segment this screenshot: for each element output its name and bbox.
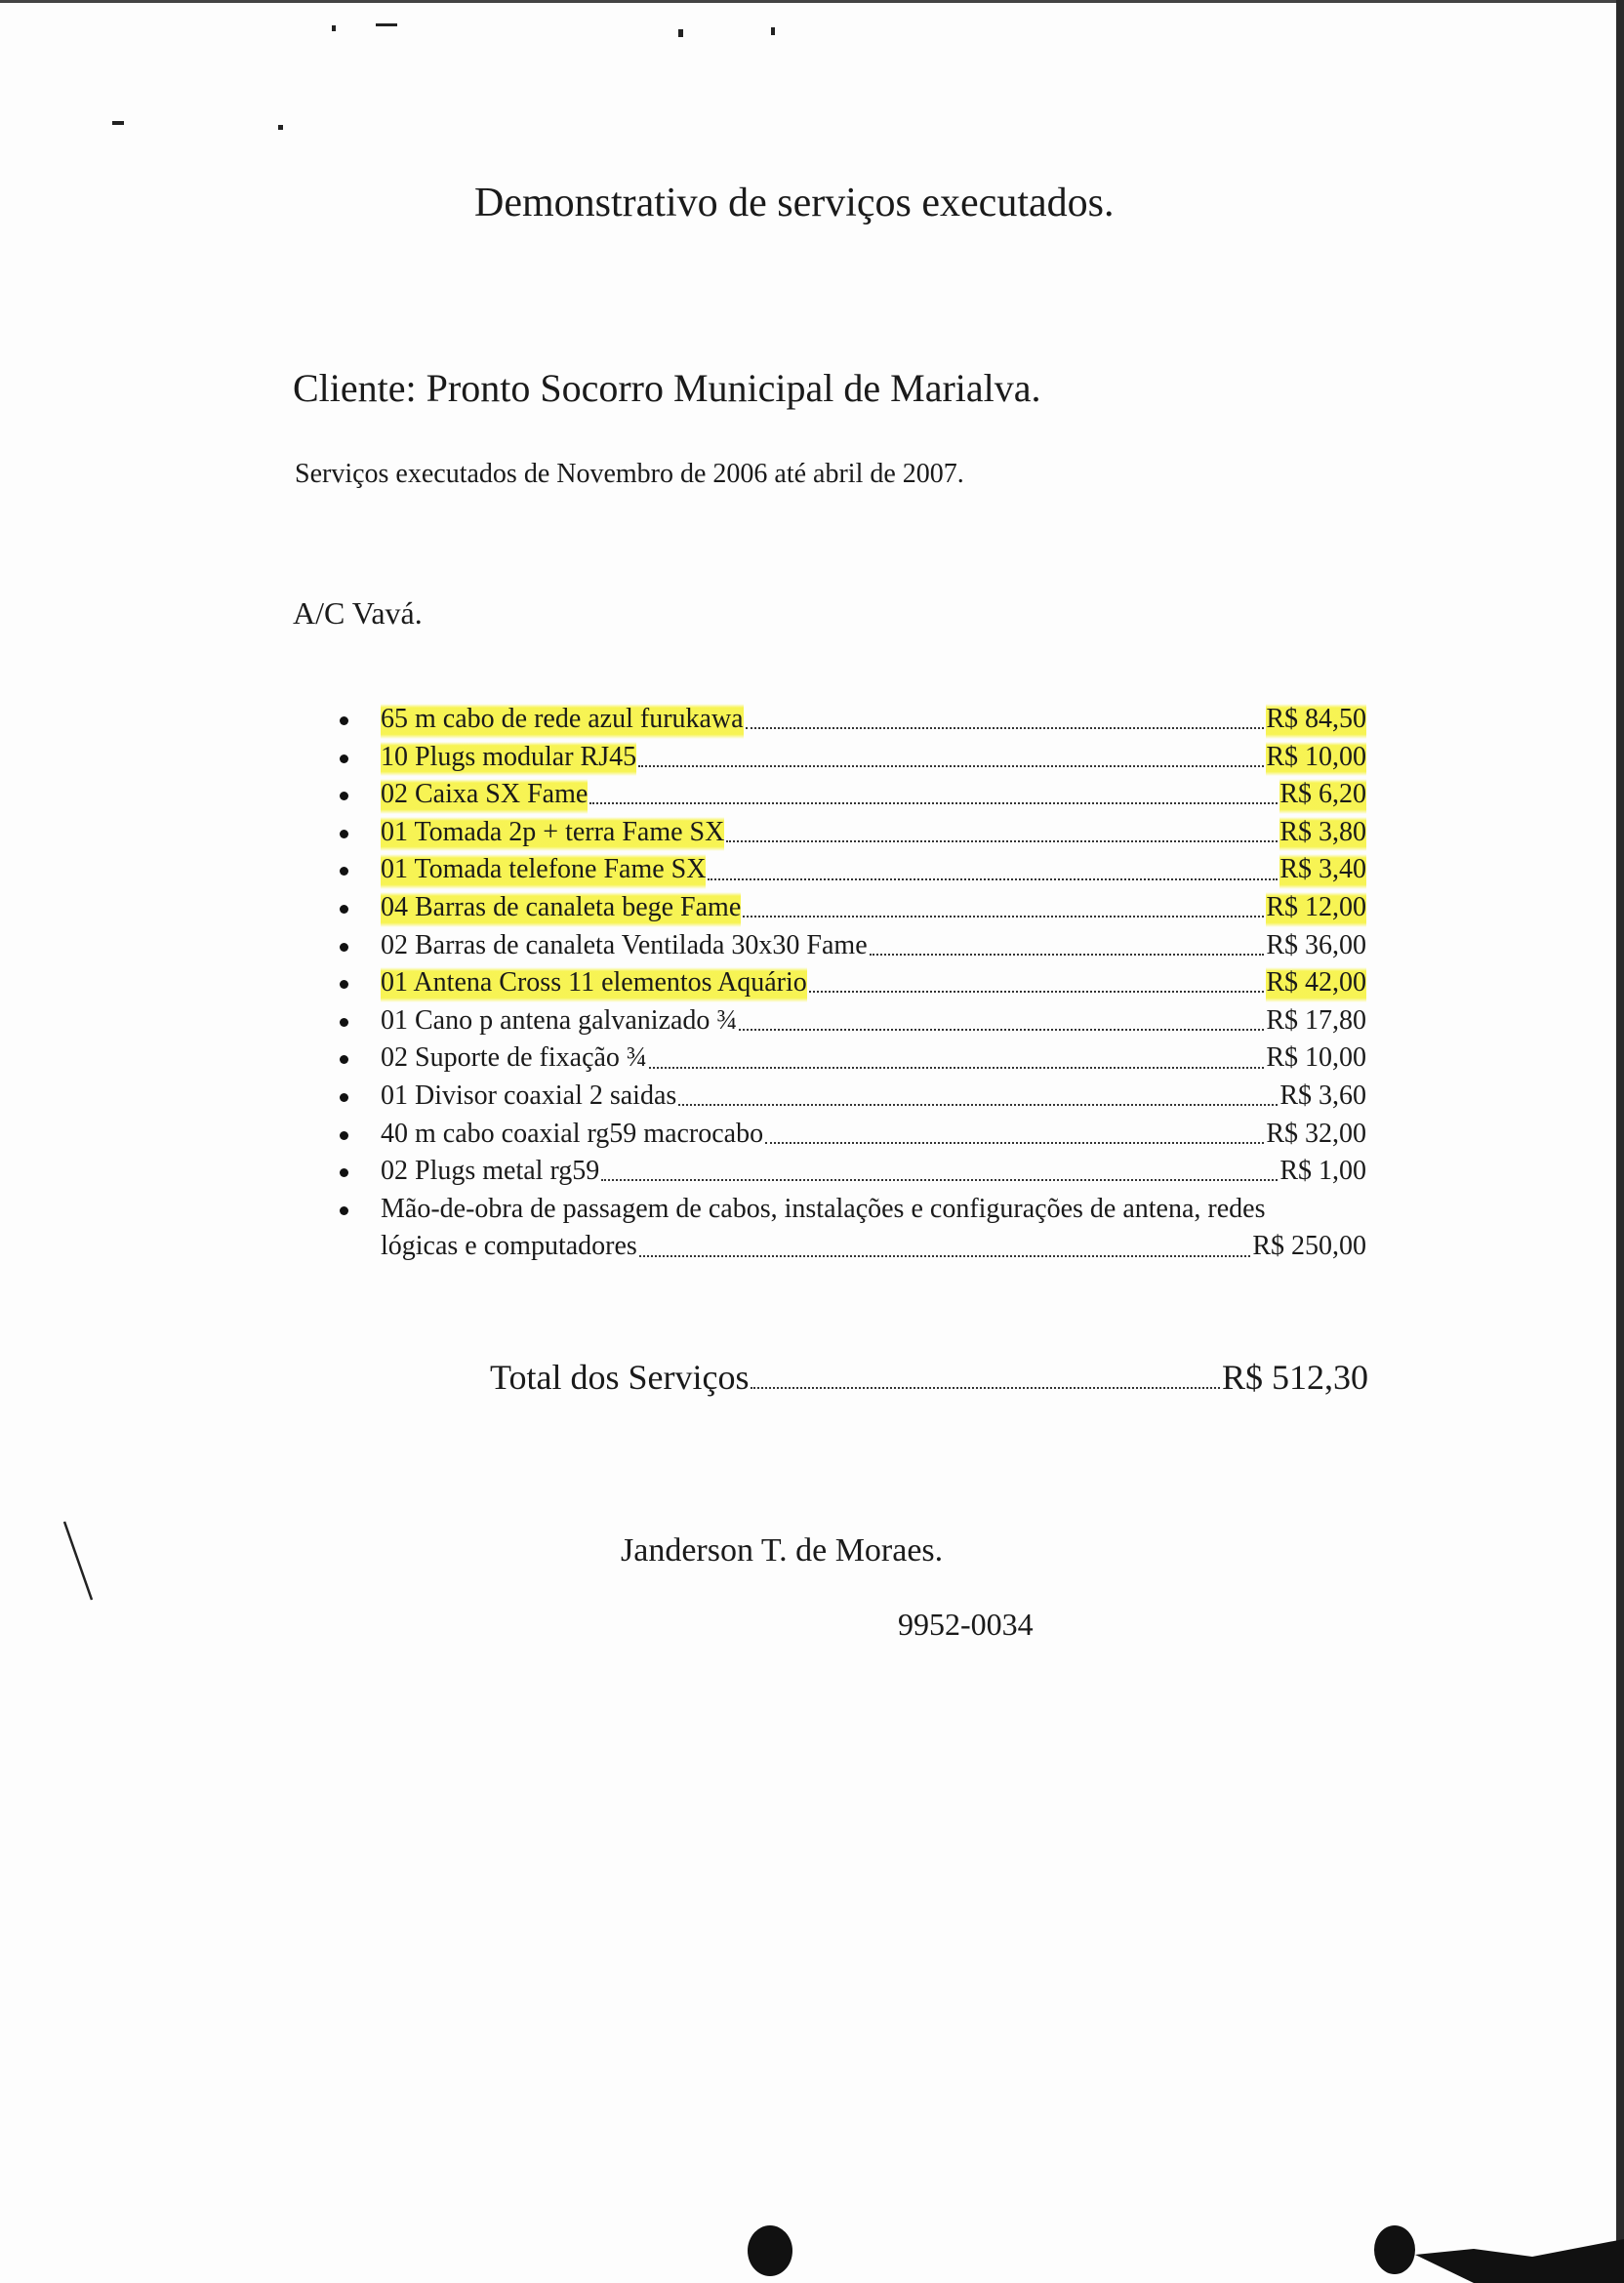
dot-leader <box>743 916 1264 917</box>
list-item <box>381 964 1366 1002</box>
labor-description-line2: lógicas e computadores <box>381 1231 637 1262</box>
item-price: R$ 3,80 <box>1279 814 1366 852</box>
phone-number: 9952-0034 <box>898 1607 1034 1642</box>
scan-corner-mark <box>1415 2216 1624 2283</box>
labor-price: R$ 250,00 <box>1252 1231 1366 1262</box>
bullet-icon <box>340 1131 348 1140</box>
client-line: Cliente: Pronto Socorro Municipal de Marialva. <box>293 366 1041 410</box>
labor-description-line1: Mão-de-obra de passagem de cabos, instalações e configurações de antena, redes <box>381 1193 1266 1224</box>
service-items-list <box>381 701 1366 1267</box>
pen-stroke-mark <box>59 1518 98 1606</box>
dot-leader <box>639 1255 1251 1257</box>
item-price: R$ 3,40 <box>1279 851 1366 889</box>
scan-speck <box>678 29 683 37</box>
list-item <box>381 1191 1366 1267</box>
item-description: 10 Plugs modular RJ45 <box>381 739 636 777</box>
bullet-icon <box>340 830 348 838</box>
item-price: R$ 1,00 <box>1279 1156 1366 1187</box>
service-period: Serviços executados de Novembro de 2006 até abril de 2007. <box>295 459 964 489</box>
list-item <box>381 851 1366 889</box>
scan-speck <box>376 23 397 26</box>
list-item <box>381 1153 1366 1191</box>
signature-name: Janderson T. de Moraes. <box>621 1532 944 1569</box>
dot-leader <box>678 1104 1278 1106</box>
bullet-icon <box>340 980 348 989</box>
dot-leader <box>726 840 1278 842</box>
scan-speck <box>112 121 124 125</box>
total-value: R$ 512,30 <box>1221 1358 1368 1397</box>
scan-edge-top <box>0 0 1624 3</box>
scan-edge-right <box>1616 0 1624 2283</box>
bullet-icon <box>340 716 348 725</box>
dot-leader <box>708 878 1278 880</box>
dot-leader <box>601 1179 1278 1181</box>
dot-leader <box>638 765 1264 767</box>
bullet-icon <box>340 905 348 914</box>
total-label: Total dos Serviços <box>490 1358 750 1397</box>
dot-leader <box>870 954 1265 956</box>
dot-leader <box>589 802 1278 804</box>
item-price: R$ 17,80 <box>1266 1004 1366 1036</box>
scan-speck <box>332 25 336 31</box>
list-item <box>381 776 1366 814</box>
item-price: R$ 32,00 <box>1266 1118 1366 1149</box>
bullet-icon <box>340 1206 348 1215</box>
item-price: R$ 42,00 <box>1266 964 1366 1002</box>
item-description: 40 m cabo coaxial rg59 macrocabo <box>381 1118 764 1149</box>
item-price: R$ 10,00 <box>1266 1042 1366 1074</box>
item-description: 65 m cabo de rede azul furukawa <box>381 701 744 739</box>
item-price: R$ 6,20 <box>1279 776 1366 814</box>
list-item <box>381 927 1366 965</box>
list-item <box>381 701 1366 739</box>
list-item <box>381 739 1366 777</box>
punch-hole-mark <box>748 2225 792 2276</box>
item-description: 02 Suporte de fixação ¾ <box>381 1042 647 1074</box>
item-price: R$ 10,00 <box>1266 739 1366 777</box>
list-item <box>381 889 1366 927</box>
item-description: 02 Barras de canaleta Ventilada 30x30 Fame <box>381 929 868 960</box>
item-description: 01 Tomada telefone Fame SX <box>381 851 706 889</box>
dot-leader <box>739 1029 1264 1031</box>
bullet-icon <box>340 1168 348 1177</box>
item-description: 01 Cano p antena galvanizado ¾ <box>381 1004 738 1036</box>
bullet-icon <box>340 1093 348 1102</box>
item-description: 02 Caixa SX Fame <box>381 776 588 814</box>
attention-line: A/C Vavá. <box>293 595 423 631</box>
bullet-icon <box>340 1018 348 1027</box>
item-description: 01 Divisor coaxial 2 saidas <box>381 1080 677 1111</box>
document-title: Demonstrativo de serviços executados. <box>474 181 1115 225</box>
dot-leader <box>765 1142 1264 1144</box>
list-item <box>381 814 1366 852</box>
bullet-icon <box>340 867 348 876</box>
bullet-icon <box>340 943 348 952</box>
dot-leader <box>746 727 1265 729</box>
dot-leader <box>809 991 1265 993</box>
list-item <box>381 1078 1366 1116</box>
item-price: R$ 84,50 <box>1266 701 1366 739</box>
dot-leader <box>649 1067 1264 1069</box>
total-row <box>490 1357 1368 1398</box>
dot-leader <box>751 1387 1220 1389</box>
scan-speck <box>278 125 283 130</box>
list-item <box>381 1116 1366 1154</box>
bullet-icon <box>340 754 348 763</box>
list-item <box>381 1002 1366 1040</box>
item-description: 02 Plugs metal rg59 <box>381 1156 600 1187</box>
item-description: 04 Barras de canaleta bege Fame <box>381 889 741 927</box>
item-price: R$ 36,00 <box>1266 929 1366 960</box>
scan-speck <box>771 27 775 35</box>
item-price: R$ 3,60 <box>1279 1080 1366 1111</box>
list-item <box>381 1040 1366 1078</box>
item-price: R$ 12,00 <box>1266 889 1366 927</box>
item-description: 01 Antena Cross 11 elementos Aquário <box>381 964 807 1002</box>
bullet-icon <box>340 1055 348 1064</box>
bullet-icon <box>340 792 348 800</box>
punch-hole-mark <box>1374 2225 1415 2274</box>
item-description: 01 Tomada 2p + terra Fame SX <box>381 814 724 852</box>
